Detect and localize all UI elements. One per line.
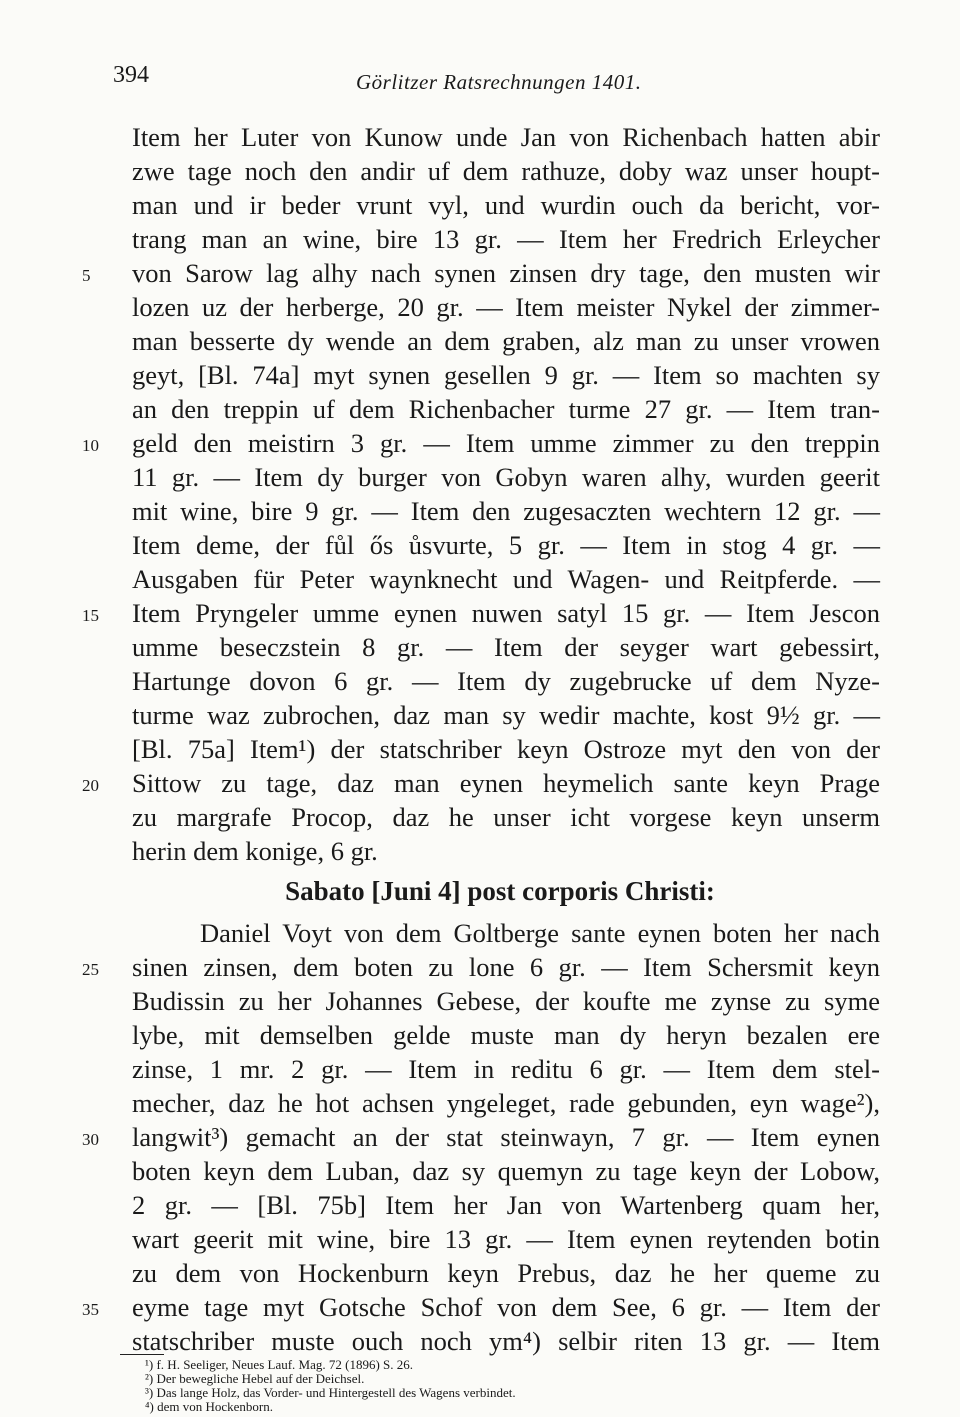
footnote: ⁴) dem von Hockenborn. [145,1399,274,1414]
line-number: 5 [82,266,91,285]
text-line: turme waz zubrochen, daz man sy wedir machte, kost 9½ gr. — [132,700,880,730]
text-line: [Bl. 75a] Item¹) der statschriber keyn Ostroze myt den von der [132,734,880,764]
text-line: Item deme, der fůl ős ůsvurte, 5 gr. — Item in stog 4 gr. — [132,530,880,560]
text-line: Hartunge dovon 6 gr. — Item dy zugebrucke uf dem Nyze- [132,666,880,696]
text-line: Budissin zu her Johannes Gebese, der koufte me zynse zu syme [132,986,880,1016]
line-number: 25 [82,960,99,979]
line-number: 15 [82,606,99,625]
text-line: wart geerit mit wine, bire 13 gr. — Item eynen reytenden botin [132,1224,880,1254]
text-line: umme beseczstein 8 gr. — Item der seyger wart gebessirt, [132,632,880,662]
footnote: ¹) f. H. Seeliger, Neues Lauf. Mag. 72 (1896) S. 26. [145,1357,414,1372]
text-line: lybe, mit demselben gelde muste man dy heryn bezalen ere [132,1020,880,1050]
text-line: man und ir beder vrunt vyl, und wurdin ouch da bericht, vor- [132,190,880,220]
line-number: 10 [82,436,99,455]
text-line: mit wine, bire 9 gr. — Item den zugesaczten wechtern 12 gr. — [132,496,880,526]
text-line: boten keyn dem Luban, daz sy quemyn zu tage keyn der Lobow, [132,1156,880,1186]
text-line: geyt, [Bl. 74a] myt synen gesellen 9 gr. — Item so machten sy [132,360,880,390]
text-line: sinen zinsen, dem boten zu lone 6 gr. — Item Schersmit keyn [132,952,880,982]
text-line: lozen uz der herberge, 20 gr. — Item meister Nykel der zimmer- [132,292,880,322]
text-line: Item her Luter von Kunow unde Jan von Richenbach hatten abir [132,122,880,152]
footnote-rule [120,1354,164,1355]
text-line: von Sarow lag alhy nach synen zinsen dry tage, den musten wir [132,258,880,288]
text-line: 11 gr. — Item dy burger von Gobyn waren alhy, wurden geerit [132,462,880,492]
text-line: Daniel Voyt von dem Goltberge sante eynen boten her nach [200,918,880,948]
section-heading: Sabato [Juni 4] post corporis Christi: [285,876,715,906]
text-line: langwit³) gemacht an der stat steinwayn, 7 gr. — Item eynen [132,1122,880,1152]
text-line: statschriber muste ouch noch ym⁴) selbir riten 13 gr. — Item [132,1326,880,1356]
text-line: herin dem konige, 6 gr. [132,836,378,866]
page-number: 394 [113,62,149,88]
text-line: Sittow zu tage, daz man eynen heymelich sante keyn Prage [132,768,880,798]
text-line: eyme tage myt Gotsche Schof von dem See, 6 gr. — Item der [132,1292,880,1322]
line-number: 20 [82,776,99,795]
line-number: 35 [82,1300,99,1319]
text-line: zwe tage noch den andir uf dem rathuze, doby waz unser houpt- [132,156,880,186]
text-line: an den treppin uf dem Richenbacher turme 27 gr. — Item tran- [132,394,880,424]
footnote: ²) Der bewegliche Hebel auf der Deichsel. [145,1371,365,1386]
line-number: 30 [82,1130,99,1149]
text-line: zu margrafe Procop, daz he unser icht vorgese keyn unserm [132,802,880,832]
text-line: trang man an wine, bire 13 gr. — Item her Fredrich Erleycher [132,224,880,254]
text-line: Item Pryngeler umme eynen nuwen satyl 15 gr. — Item Jescon [132,598,880,628]
text-line: zu dem von Hockenburn keyn Prebus, daz he her queme zu [132,1258,880,1288]
text-line: zinse, 1 mr. 2 gr. — Item in reditu 6 gr. — Item dem stel- [132,1054,880,1084]
text-line: man besserte dy wende an dem graben, alz man zu unser vrowen [132,326,880,356]
text-line: Ausgaben für Peter waynknecht und Wagen- und Reitpferde. — [132,564,880,594]
text-line: mecher, daz he hot achsen yngeleget, rade gebunden, eyn wage²), [132,1088,880,1118]
text-line: 2 gr. — [Bl. 75b] Item her Jan von Wartenberg quam her, [132,1190,880,1220]
running-head: Görlitzer Ratsrechnungen 1401. [356,70,642,94]
footnote: ³) Das lange Holz, das Vorder- und Hintergestell des Wagens verbindet. [145,1385,516,1400]
text-line: geld den meistirn 3 gr. — Item umme zimmer zu den treppin [132,428,880,458]
